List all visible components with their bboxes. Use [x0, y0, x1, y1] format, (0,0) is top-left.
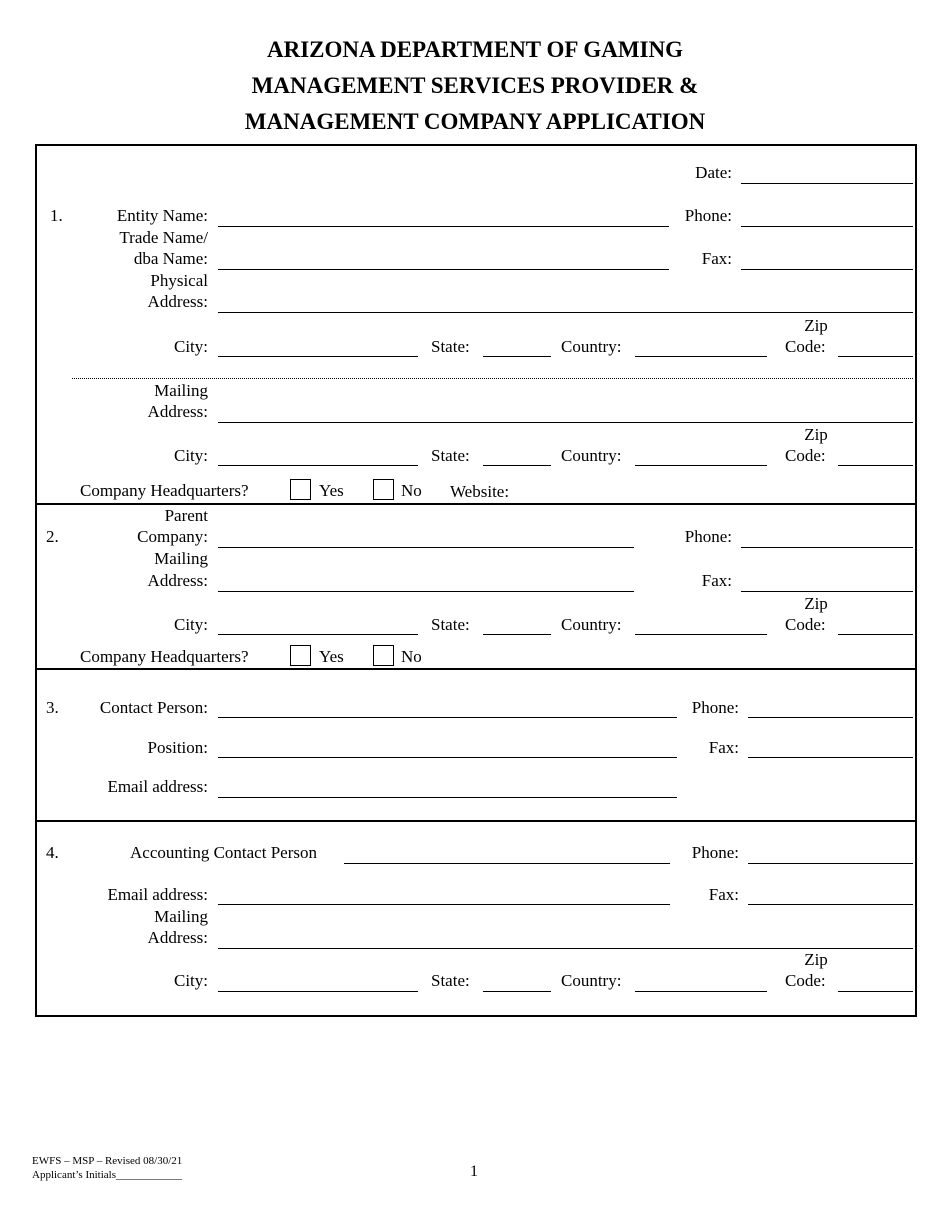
trade-name-label: Trade Name/ — [119, 228, 208, 247]
section-divider — [35, 503, 915, 505]
fax-field[interactable] — [748, 757, 913, 758]
state-label: State: — [431, 615, 470, 634]
phone-label: Phone: — [684, 206, 732, 225]
city-label: City: — [173, 337, 208, 356]
mailing-address-label: Address: — [147, 402, 208, 421]
dba-name-field[interactable] — [218, 269, 669, 270]
entity-name-label: Entity Name: — [116, 206, 208, 225]
state-label: State: — [431, 337, 470, 356]
section-divider — [35, 820, 915, 822]
phone-field[interactable] — [748, 717, 913, 718]
date-field[interactable] — [741, 183, 913, 184]
phone-field[interactable] — [748, 863, 913, 864]
mailing-address-label: Address: — [147, 571, 208, 590]
physical-label: Physical — [150, 271, 208, 290]
city-field[interactable] — [218, 991, 418, 992]
zip-label: Zip — [804, 425, 828, 444]
dotted-separator — [72, 378, 913, 379]
mailing-address-field[interactable] — [218, 948, 913, 949]
zip-code-field[interactable] — [838, 356, 913, 357]
country-label: Country: — [561, 446, 622, 465]
state-field[interactable] — [483, 991, 551, 992]
no-label: No — [401, 481, 422, 500]
phone-field[interactable] — [741, 226, 913, 227]
state-label: State: — [431, 446, 470, 465]
physical-address-label: Address: — [147, 292, 208, 311]
country-field[interactable] — [635, 634, 767, 635]
zip-code-label: Code: — [785, 446, 826, 465]
state-label: State: — [431, 971, 470, 990]
state-field[interactable] — [483, 465, 551, 466]
dba-name-label: dba Name: — [133, 249, 208, 268]
mailing-label: Mailing — [154, 907, 208, 926]
no-label: No — [401, 647, 422, 666]
city-label: City: — [173, 971, 208, 990]
country-label: Country: — [561, 615, 622, 634]
form-title-line2: MANAGEMENT SERVICES PROVIDER & — [251, 73, 699, 98]
email-address-field[interactable] — [218, 797, 677, 798]
state-field[interactable] — [483, 634, 551, 635]
state-field[interactable] — [483, 356, 551, 357]
company-hq-label: Company Headquarters? — [80, 647, 249, 666]
mailing-label: Mailing — [154, 549, 208, 568]
fax-label: Fax: — [701, 571, 732, 590]
section1-number: 1. — [50, 206, 63, 225]
parent-company-field[interactable] — [218, 547, 634, 548]
zip-code-label: Code: — [785, 337, 826, 356]
section4-number: 4. — [46, 843, 59, 862]
accounting-contact-label: Accounting Contact Person — [130, 843, 317, 862]
fax-field[interactable] — [741, 269, 913, 270]
yes-label: Yes — [319, 481, 344, 500]
email-address-label: Email address: — [107, 777, 208, 796]
section-divider — [35, 668, 915, 670]
phone-label: Phone: — [684, 527, 732, 546]
hq-yes-checkbox[interactable] — [290, 645, 311, 666]
form-title-line1: ARIZONA DEPARTMENT OF GAMING — [267, 37, 683, 62]
accounting-contact-field[interactable] — [344, 863, 670, 864]
country-label: Country: — [561, 971, 622, 990]
form-id: EWFS – MSP – Revised 08/30/21 — [32, 1155, 183, 1167]
contact-person-label: Contact Person: — [99, 698, 208, 717]
zip-code-field[interactable] — [838, 634, 913, 635]
applicant-initials: Applicant’s Initials____________ — [32, 1169, 183, 1181]
zip-label: Zip — [804, 950, 828, 969]
email-address-label: Email address: — [107, 885, 208, 904]
zip-code-field[interactable] — [838, 991, 913, 992]
phone-label: Phone: — [691, 698, 739, 717]
city-label: City: — [173, 615, 208, 634]
section3-number: 3. — [46, 698, 59, 717]
date-label: Date: — [695, 163, 732, 182]
entity-name-field[interactable] — [218, 226, 669, 227]
zip-label: Zip — [804, 594, 828, 613]
parent-label: Parent — [164, 506, 208, 525]
zip-code-label: Code: — [785, 615, 826, 634]
zip-code-field[interactable] — [838, 465, 913, 466]
yes-label: Yes — [319, 647, 344, 666]
company-hq-label: Company Headquarters? — [80, 481, 249, 500]
country-label: Country: — [561, 337, 622, 356]
mailing-label: Mailing — [154, 381, 208, 400]
hq-no-checkbox[interactable] — [373, 645, 394, 666]
zip-code-label: Code: — [785, 971, 826, 990]
physical-address-field[interactable] — [218, 312, 913, 313]
mailing-address-field[interactable] — [218, 422, 913, 423]
fax-field[interactable] — [748, 904, 913, 905]
city-field[interactable] — [218, 356, 418, 357]
mailing-address-label: Address: — [147, 928, 208, 947]
website-label: Website: — [450, 482, 510, 501]
mailing-address-field[interactable] — [218, 591, 634, 592]
hq-yes-checkbox[interactable] — [290, 479, 311, 500]
phone-field[interactable] — [741, 547, 913, 548]
city-field[interactable] — [218, 465, 418, 466]
position-label: Position: — [147, 738, 208, 757]
hq-no-checkbox[interactable] — [373, 479, 394, 500]
page-number: 1 — [470, 1163, 478, 1180]
zip-label: Zip — [804, 316, 828, 335]
country-field[interactable] — [635, 356, 767, 357]
fax-label: Fax: — [708, 738, 739, 757]
country-field[interactable] — [635, 465, 767, 466]
fax-label: Fax: — [708, 885, 739, 904]
parent-company-label: Company: — [137, 527, 208, 546]
section2-number: 2. — [46, 527, 59, 546]
fax-field[interactable] — [741, 591, 913, 592]
city-label: City: — [173, 446, 208, 465]
country-field[interactable] — [635, 991, 767, 992]
form-title-line3: MANAGEMENT COMPANY APPLICATION — [244, 109, 706, 134]
city-field[interactable] — [218, 634, 418, 635]
fax-label: Fax: — [701, 249, 732, 268]
phone-label: Phone: — [691, 843, 739, 862]
